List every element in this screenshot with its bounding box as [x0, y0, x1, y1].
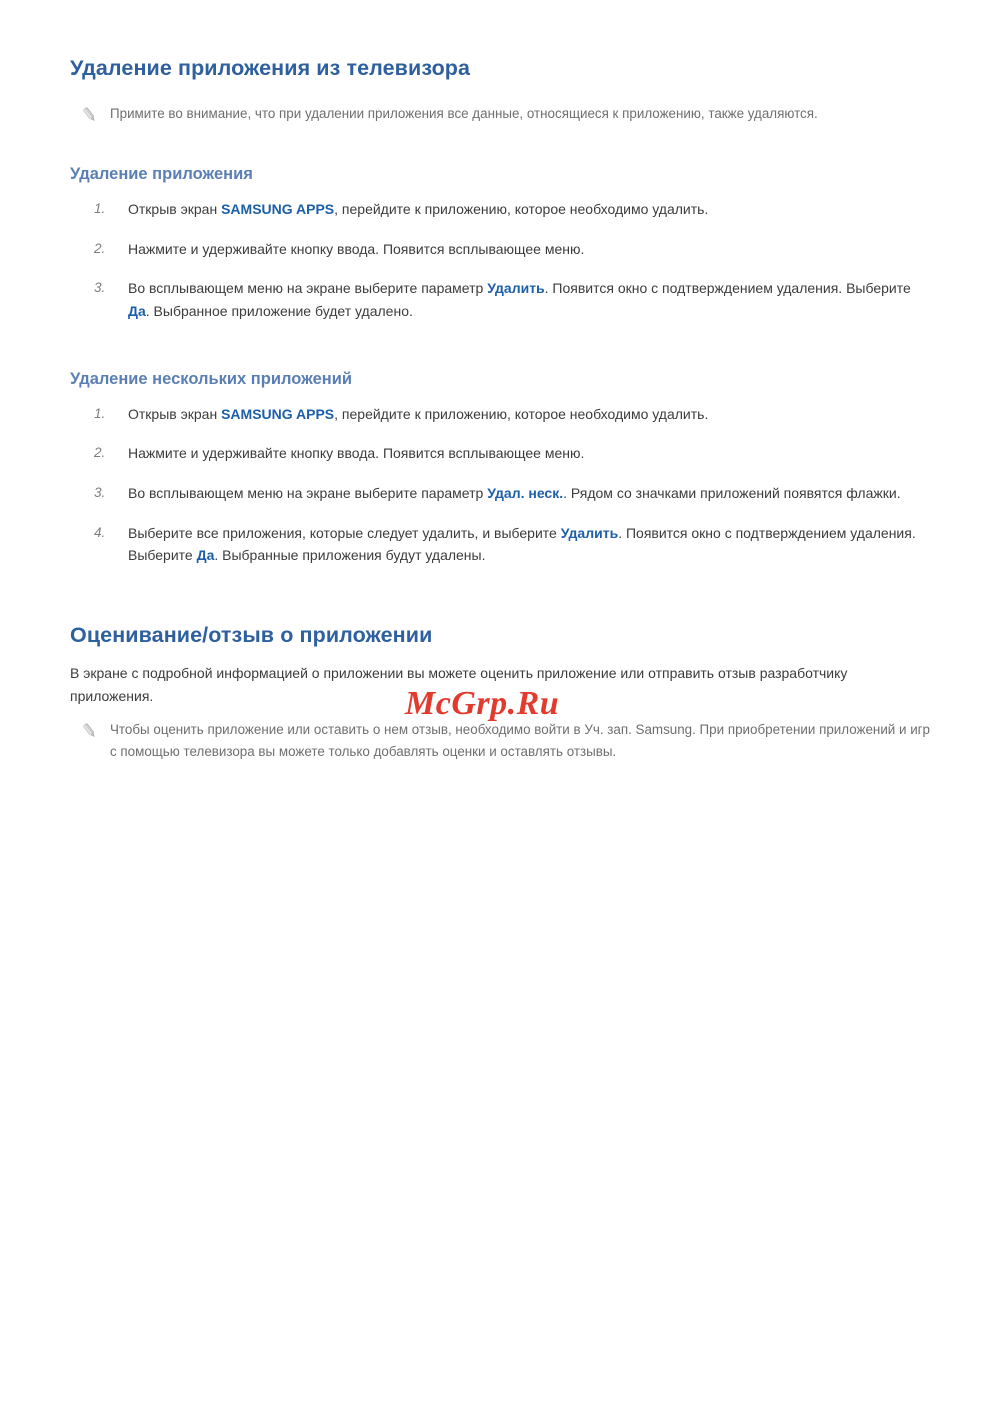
- list-item: [80, 238, 930, 261]
- emphasis-run: Удалить: [560, 524, 619, 541]
- text-run: Открыв экран: [128, 405, 222, 422]
- list-item-number: 1.: [94, 405, 106, 421]
- list-item: [80, 442, 930, 465]
- pencil-icon: [80, 106, 102, 129]
- subsection-title-delete-many: Удаление нескольких приложений: [70, 369, 353, 388]
- text-run: Нажмите и удерживайте кнопку ввода. Появится всплывающее меню.: [128, 445, 585, 462]
- list-item-number: 4.: [94, 524, 106, 540]
- emphasis-run: Удал. неск.: [487, 485, 564, 502]
- text-run: . Рядом со значками приложений появятся флажки.: [563, 485, 901, 502]
- emphasis-run: SAMSUNG APPS: [221, 201, 335, 217]
- list-item-number: 2.: [94, 445, 106, 461]
- note-text: Чтобы оценить приложение или оставить о нем отзыв, необходимо войти в Уч. зап. Samsung. При приобретении приложений и игр с помощью телевизора вы можете только добавлять оценки и оставлять отзывы.: [110, 721, 931, 759]
- list-item-number: 1.: [94, 201, 106, 216]
- page-title-rating: Оценивание/отзыв о приложении: [70, 623, 433, 648]
- text-run: . Появится окно с подтверждением удаления. Выберите: [128, 524, 916, 564]
- steps-delete-one: [70, 198, 930, 323]
- pencil-icon: [80, 722, 102, 745]
- list-item: [80, 403, 930, 426]
- paragraph-rating: В экране с подробной информацией о приложении вы можете оценить приложение или отправить отзыв разработчику приложения.: [70, 665, 848, 705]
- note-block-rating: [70, 719, 930, 763]
- list-item-text: [128, 525, 916, 564]
- note-text: Примите во внимание, что при удалении приложения все данные, относящиеся к приложению, также удаляются.: [110, 106, 818, 121]
- list-item: [80, 198, 930, 221]
- list-item-text: [128, 445, 584, 461]
- text-run: Во всплывающем меню на экране выберите параметр: [128, 280, 488, 297]
- list-item: [80, 522, 930, 567]
- list-item: [80, 482, 930, 505]
- list-item-text: [128, 485, 901, 501]
- list-item-text: [128, 406, 708, 422]
- text-run: . Появится окно с подтверждением удаления. Выберите: [544, 280, 911, 297]
- list-item-number: 3.: [94, 280, 106, 296]
- list-item-text: [128, 241, 584, 257]
- list-item: [80, 277, 930, 322]
- emphasis-run: Да: [196, 547, 215, 564]
- text-run: Во всплывающем меню на экране выберите параметр: [128, 485, 488, 502]
- list-item-text: [128, 280, 911, 319]
- text-run: , перейдите к приложению, которое необходимо удалить.: [334, 405, 709, 422]
- page-title: Удаление приложения из телевизора: [70, 56, 471, 80]
- note-block-delete-app: [70, 103, 930, 129]
- steps-delete-many: [70, 403, 930, 567]
- text-run: Открыв экран: [128, 201, 222, 217]
- list-item-number: 3.: [94, 485, 106, 501]
- list-item-text: [128, 201, 708, 217]
- watermark: McGrp.Ru: [405, 685, 560, 722]
- emphasis-run: Да: [128, 303, 146, 320]
- text-run: . Выбранные приложения будут удалены.: [214, 547, 486, 564]
- list-item-number: 2.: [94, 240, 106, 256]
- text-run: Выберите все приложения, которые следует удалить, и выберите: [128, 524, 561, 541]
- emphasis-run: Удалить: [487, 280, 545, 297]
- subsection-title-delete-one: Удаление приложения: [70, 165, 253, 183]
- text-run: . Выбранное приложение будет удалено.: [145, 303, 413, 320]
- emphasis-run: SAMSUNG APPS: [221, 405, 335, 422]
- text-run: Нажмите и удерживайте кнопку ввода. Появится всплывающее меню.: [128, 240, 585, 257]
- text-run: , перейдите к приложению, которое необходимо удалить.: [334, 201, 709, 217]
